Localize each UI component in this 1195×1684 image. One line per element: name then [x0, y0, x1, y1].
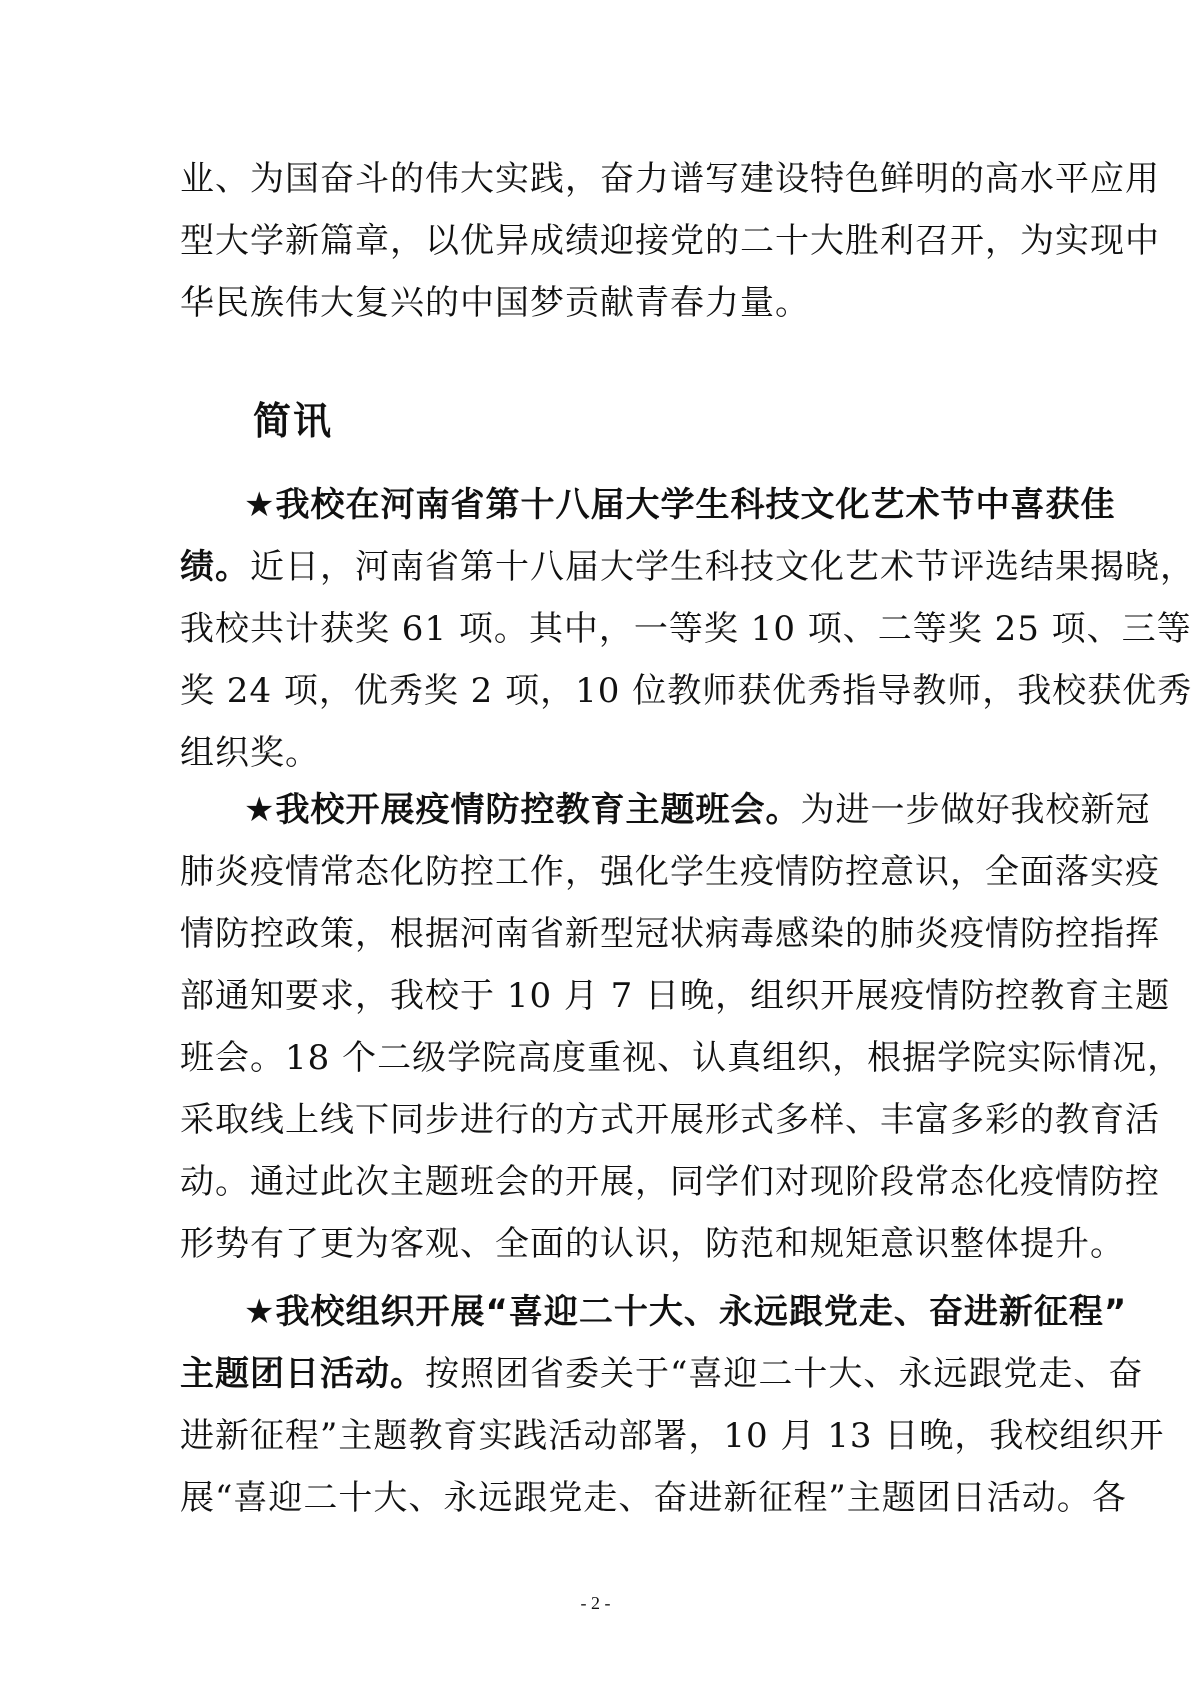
news-body-text: 按照团省委关于“喜迎二十大、永远跟党走、奋: [425, 1354, 1144, 1394]
text-line: 采取线上线下同步进行的方式开展形式多样、丰富多彩的教育活: [180, 1100, 1160, 1140]
section-heading: 简讯: [253, 399, 334, 443]
news-title-line: [180, 779, 1151, 841]
text-line: [180, 536, 1195, 598]
news-item-league-activity: [180, 1281, 1165, 1529]
text-line: 展“喜迎二十大、永远跟党走、奋进新征程”主题团日活动。各: [180, 1478, 1127, 1518]
text-line: 组织奖。: [180, 733, 320, 773]
news-item-epidemic-class: [180, 779, 1183, 1275]
text-line: 进新征程”主题教育实践活动部署，10 月 13 日晚，我校组织开: [180, 1416, 1165, 1456]
news-title: 我校开展疫情防控教育主题班会。: [275, 790, 801, 830]
news-body-text: 近日，河南省第十八届大学生科技文化艺术节评选结果揭晓，: [250, 547, 1195, 587]
text-line: 我校共计获奖 61 项。其中，一等奖 10 项、二等奖 25 项、三等: [180, 609, 1192, 649]
news-title-line: [180, 474, 1116, 536]
page-number: - 2 -: [580, 1593, 611, 1613]
star-icon: ★: [244, 790, 276, 830]
intro-paragraph: [180, 148, 1160, 334]
news-title: 我校在河南省第十八届大学生科技文化艺术节中喜获佳: [275, 485, 1116, 525]
text-line: 情防控政策，根据河南省新型冠状病毒感染的肺炎疫情防控指挥: [180, 914, 1160, 954]
text-line: 华民族伟大复兴的中国梦贡献青春力量。: [180, 283, 810, 323]
text-line: 部通知要求，我校于 10 月 7 日晚，组织开展疫情防控教育主题: [180, 976, 1171, 1016]
text-line: 肺炎疫情常态化防控工作，强化学生疫情防控意识，全面落实疫: [180, 852, 1160, 892]
text-line: 动。通过此次主题班会的开展，同学们对现阶段常态化疫情防控: [180, 1162, 1160, 1202]
text-line: [180, 1343, 1144, 1405]
news-body-text: 为进一步做好我校新冠: [800, 790, 1151, 830]
star-icon: ★: [244, 1292, 276, 1332]
text-line: 型大学新篇章，以优异成绩迎接党的二十大胜利召开，为实现中: [180, 221, 1160, 261]
star-icon: ★: [244, 485, 276, 525]
news-title-continued: 主题团日活动。: [180, 1354, 425, 1394]
text-line: 班会。18 个二级学院高度重视、认真组织，根据学院实际情况，: [180, 1038, 1183, 1078]
news-title: 我校组织开展“喜迎二十大、永远跟党走、奋进新征程”: [275, 1292, 1128, 1332]
news-title-continued: 绩。: [180, 547, 250, 587]
news-item-art-festival: [180, 474, 1195, 784]
news-title-line: [180, 1281, 1128, 1343]
text-line: 形势有了更为客观、全面的认识，防范和规矩意识整体提升。: [180, 1224, 1125, 1264]
text-line: 奖 24 项，优秀奖 2 项，10 位教师获优秀指导教师，我校获优秀: [180, 671, 1193, 711]
text-line: 业、为国奋斗的伟大实践，奋力谱写建设特色鲜明的高水平应用: [180, 159, 1160, 199]
